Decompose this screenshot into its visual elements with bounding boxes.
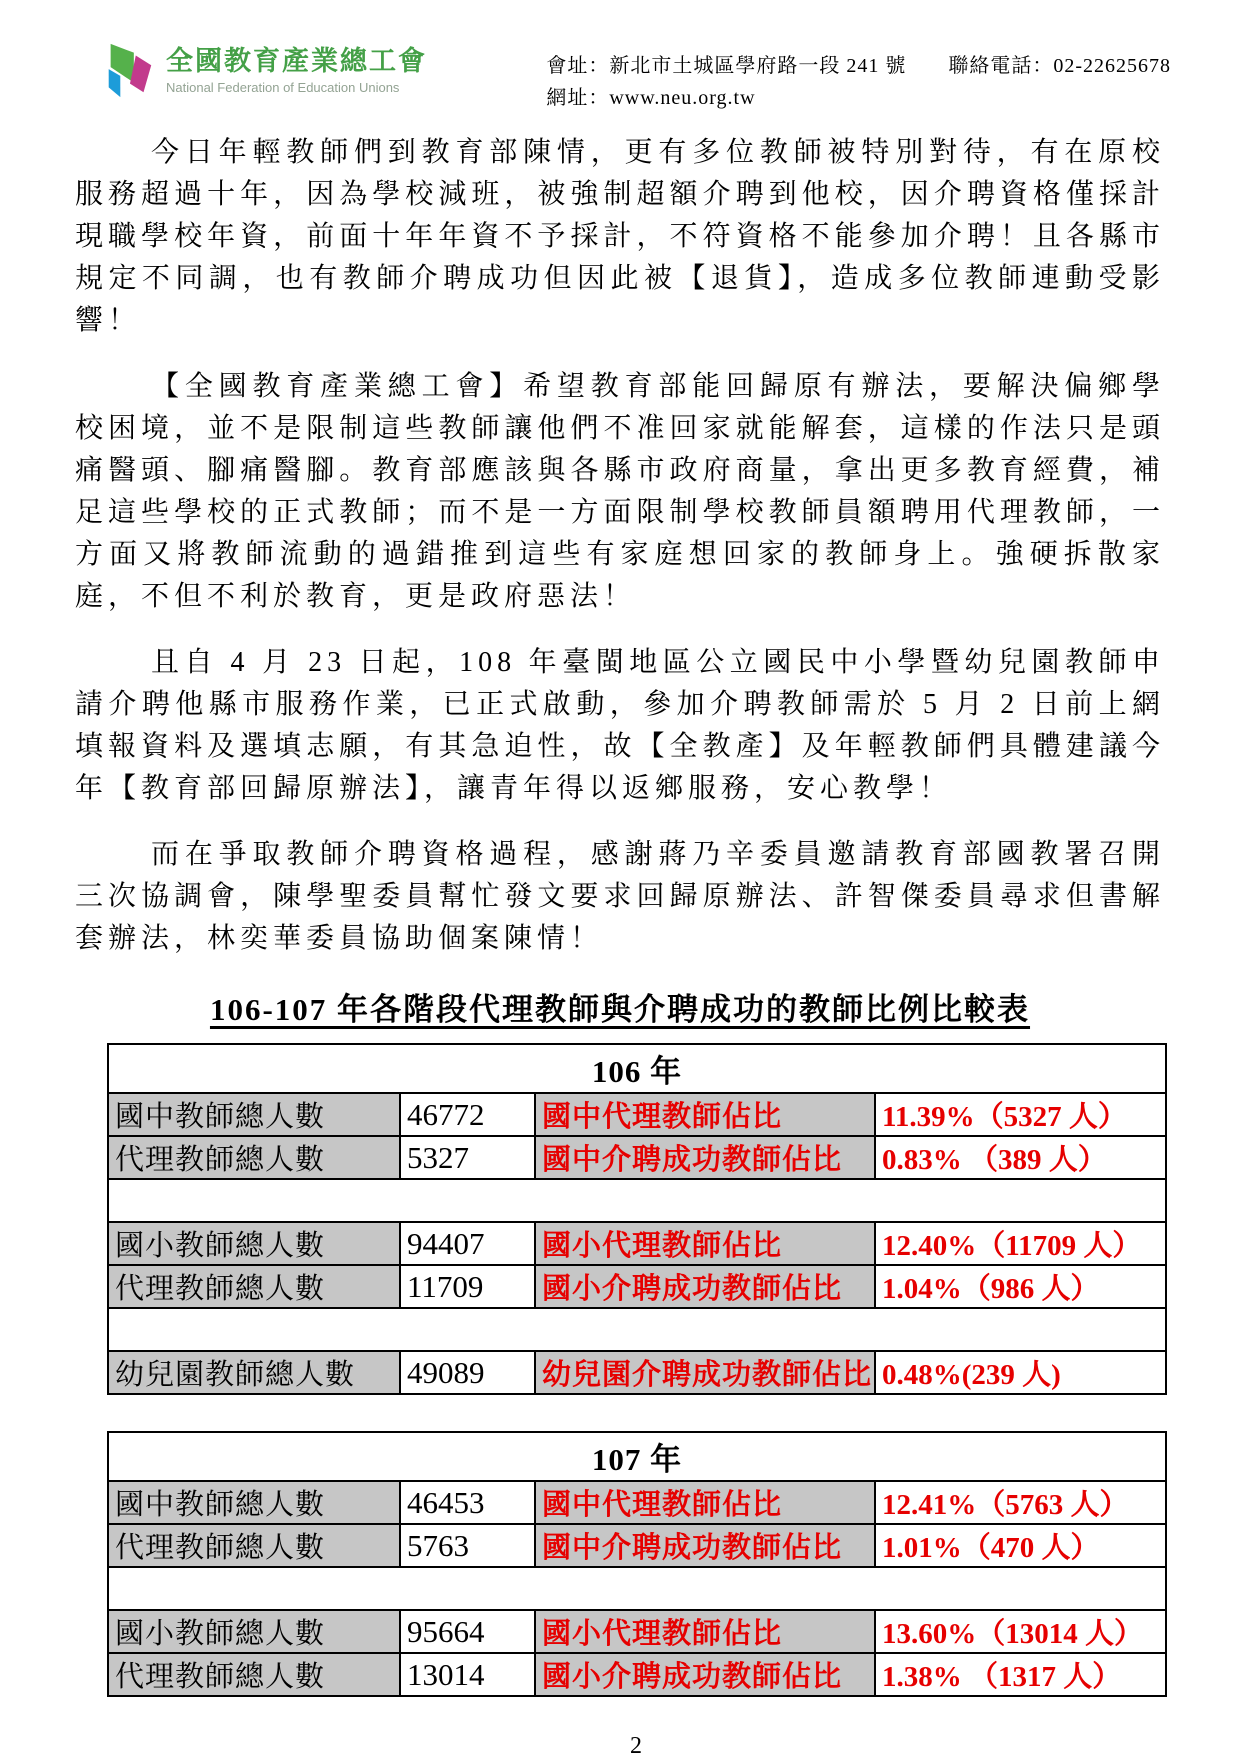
table-row	[108, 1265, 1166, 1308]
table-row	[108, 1136, 1166, 1179]
row-ratio-value: 0.48%(239 人)	[875, 1351, 1166, 1394]
comparison-table-107	[107, 1431, 1167, 1697]
row-ratio-label: 國小代理教師佔比	[535, 1610, 875, 1653]
row-total-label: 代理教師總人數	[108, 1265, 400, 1308]
table-row	[108, 1222, 1166, 1265]
row-total-label: 代理教師總人數	[108, 1136, 400, 1179]
comparison-table-106	[107, 1043, 1167, 1395]
row-total-label: 代理教師總人數	[108, 1653, 400, 1696]
row-ratio-value: 0.83% （389 人）	[875, 1136, 1166, 1179]
year-header-row	[108, 1044, 1166, 1093]
row-ratio-value: 12.41%（5763 人）	[875, 1481, 1166, 1524]
row-total-value: 49089	[400, 1351, 535, 1394]
body-paragraph-2: 【全國教育產業總工會】希望教育部能回歸原有辦法，要解決偏鄉學校困境，並不是限制這些教師讓他們不准回家就能解套，這樣的作法只是頭痛醫頭、腳痛醫腳。教育部應該與各縣市政府商量，拿出更多教育經費，補足這些學校的正式教師；而不是一方面限制學校教師員額聘用代理教師，一方面又將教師流動的過錯推到這些有家庭想回家的教師身上。強硬拆散家庭，不但不利於教育，更是政府惡法！	[75, 371, 1165, 612]
org-name-en: National Federation of Education Unions	[166, 79, 400, 95]
row-ratio-value: 1.38% （1317 人）	[875, 1653, 1166, 1696]
year-header-106: 106 年	[108, 1044, 1166, 1093]
row-ratio-value: 13.60%（13014 人）	[875, 1610, 1166, 1653]
row-ratio-value: 1.04%（986 人）	[875, 1265, 1166, 1308]
row-total-value: 13014	[400, 1653, 535, 1696]
contact-info	[546, 42, 1171, 114]
table-row	[108, 1093, 1166, 1136]
spacer-row	[108, 1308, 1166, 1351]
spacer-cell	[108, 1308, 1166, 1351]
org-logo-icon	[100, 42, 158, 100]
row-total-label: 幼兒園教師總人數	[108, 1351, 400, 1394]
row-ratio-label: 幼兒園介聘成功教師佔比	[535, 1351, 875, 1394]
row-total-value: 46453	[400, 1481, 535, 1524]
row-ratio-label: 國中介聘成功教師佔比	[535, 1136, 875, 1179]
table-title: 106-107 年各階段代理教師與介聘成功的教師比例比較表	[209, 992, 1031, 1027]
contact-website: 網址：www.neu.org.tw	[546, 87, 756, 109]
table-row	[108, 1524, 1166, 1567]
spacer-row	[108, 1567, 1166, 1610]
table-row	[108, 1653, 1166, 1696]
table-row	[108, 1481, 1166, 1524]
row-ratio-label: 國中介聘成功教師佔比	[535, 1524, 875, 1567]
row-total-label: 國小教師總人數	[108, 1222, 400, 1265]
body-paragraph-3: 且自 4 月 23 日起，108 年臺閩地區公立國民中小學暨幼兒園教師申請介聘他縣市服務作業，已正式啟動，參加介聘教師需於 5 月 2 日前上網填報資料及選填志願，有其急迫性，故【全教產】及年輕教師們具體建議今年【教育部回歸原辦法】，讓青年得以返鄉服務，安心教學！	[75, 647, 1165, 804]
year-header-107: 107 年	[108, 1432, 1166, 1481]
row-total-value: 95664	[400, 1610, 535, 1653]
row-total-value: 46772	[400, 1093, 535, 1136]
row-ratio-label: 國小介聘成功教師佔比	[535, 1653, 875, 1696]
year-header-row	[108, 1432, 1166, 1481]
body-paragraph-1: 今日年輕教師們到教育部陳情，更有多位教師被特別對待，有在原校服務超過十年，因為學校減班，被強制超額介聘到他校，因介聘資格僅採計現職學校年資，前面十年年資不予採計，不符資格不能參加介聘！且各縣市規定不同調，也有教師介聘成功但因此被【退貨】，造成多位教師連動受影響！	[75, 137, 1165, 336]
org-logo-text	[166, 47, 427, 95]
row-total-label: 國中教師總人數	[108, 1481, 400, 1524]
document-body	[75, 132, 1165, 1754]
table-row	[108, 1351, 1166, 1394]
row-total-label: 國小教師總人數	[108, 1610, 400, 1653]
spacer-cell	[108, 1567, 1166, 1610]
org-logo	[100, 42, 427, 100]
row-total-value: 94407	[400, 1222, 535, 1265]
org-name-zh: 全國教育產業總工會	[166, 46, 427, 77]
row-total-label: 代理教師總人數	[108, 1524, 400, 1567]
row-ratio-label: 國小代理教師佔比	[535, 1222, 875, 1265]
row-ratio-value: 12.40%（11709 人）	[875, 1222, 1166, 1265]
spacer-cell	[108, 1179, 1166, 1222]
row-ratio-label: 國中代理教師佔比	[535, 1093, 875, 1136]
row-ratio-value: 1.01%（470 人）	[875, 1524, 1166, 1567]
row-total-label: 國中教師總人數	[108, 1093, 400, 1136]
row-total-value: 5327	[400, 1136, 535, 1179]
row-total-value: 11709	[400, 1265, 535, 1308]
row-total-value: 5763	[400, 1524, 535, 1567]
body-paragraph-4: 而在爭取教師介聘資格過程，感謝蔣乃辛委員邀請教育部國教署召開三次協調會，陳學聖委員幫忙發文要求回歸原辦法、許智傑委員尋求但書解套辦法，林奕華委員協助個案陳情！	[75, 839, 1165, 954]
row-ratio-label: 國中代理教師佔比	[535, 1481, 875, 1524]
page-number: 2	[630, 1733, 642, 1754]
row-ratio-value: 11.39%（5327 人）	[875, 1093, 1166, 1136]
contact-address: 會址：新北市土城區學府路一段 241 號 聯絡電話：02-22625678	[546, 55, 1171, 77]
page-header	[100, 42, 1171, 114]
table-row	[108, 1610, 1166, 1653]
spacer-row	[108, 1179, 1166, 1222]
row-ratio-label: 國小介聘成功教師佔比	[535, 1265, 875, 1308]
